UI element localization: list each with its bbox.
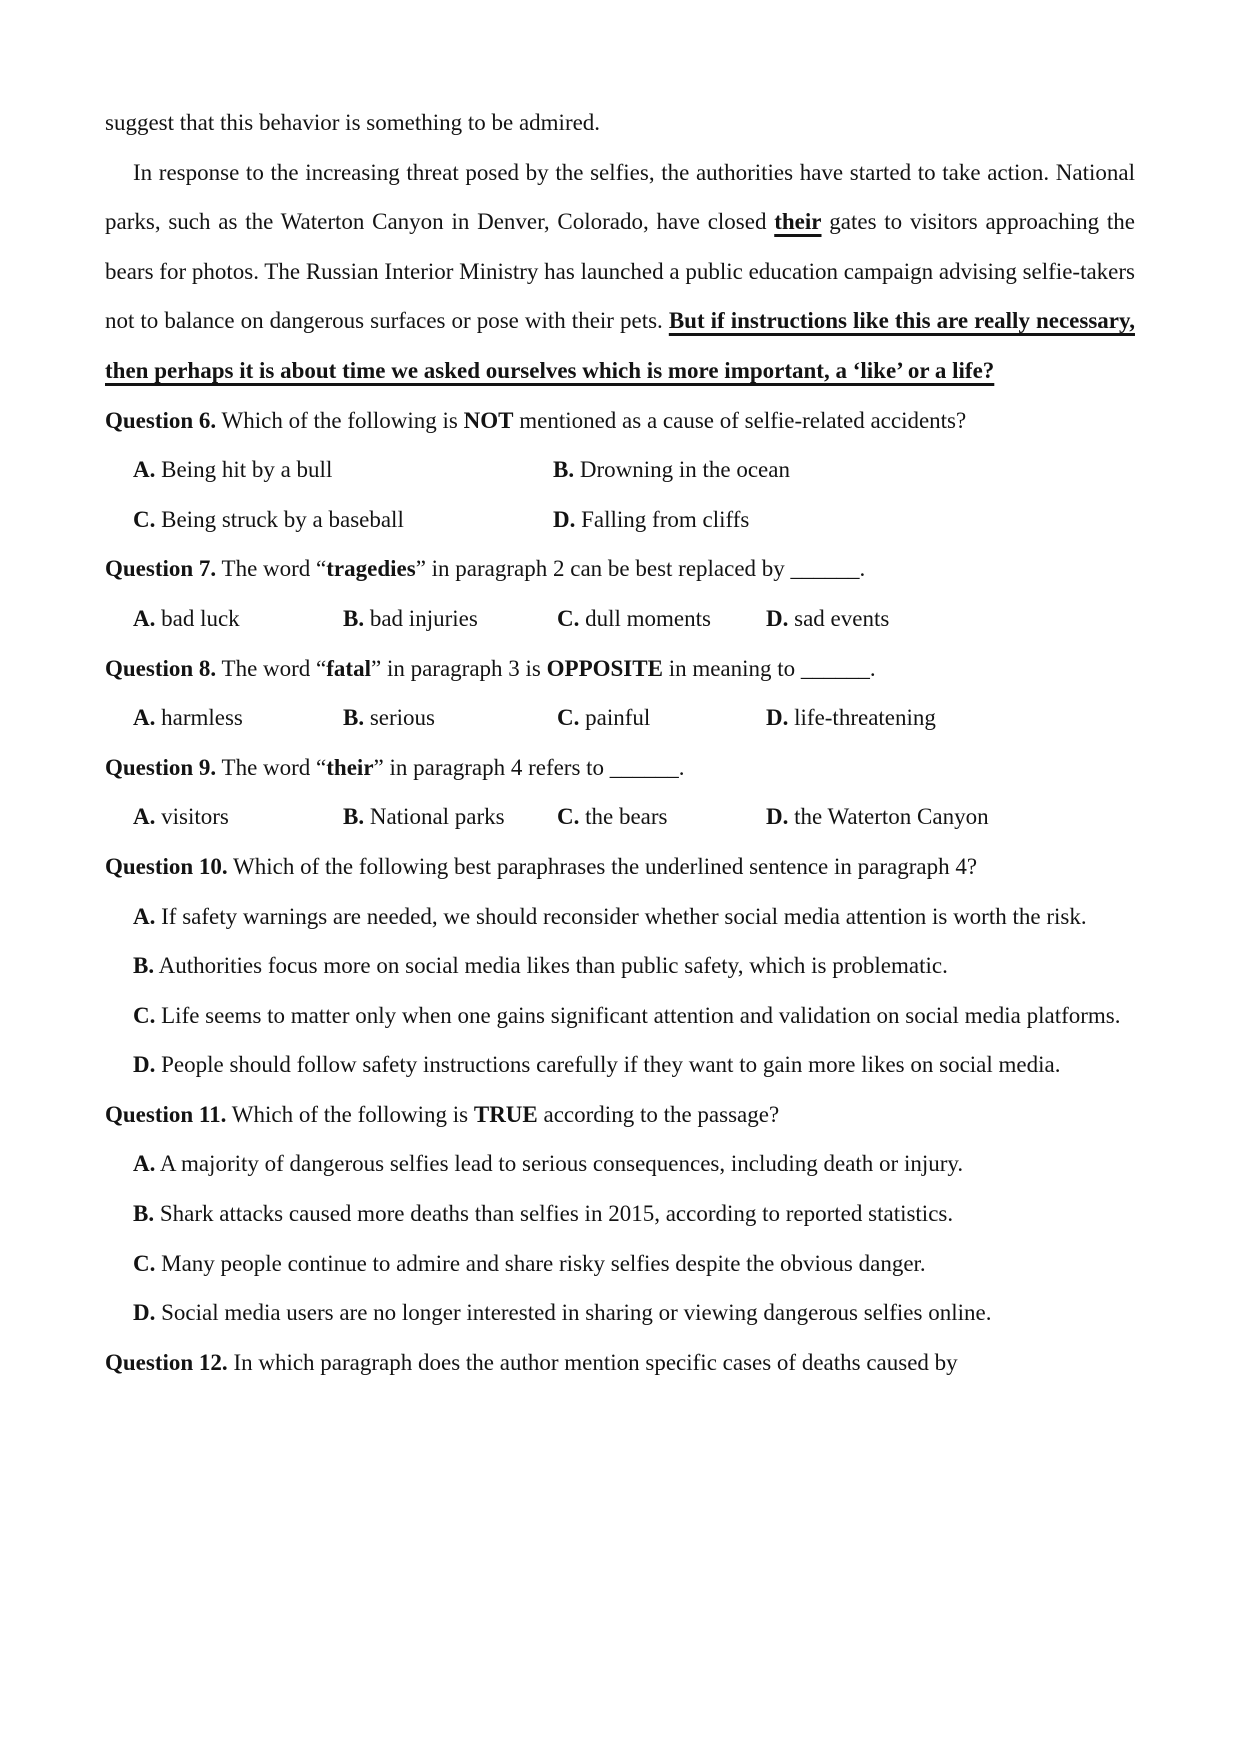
question-6-option-c [133, 495, 553, 545]
question-8-bold-word-2: OPPOSITE [546, 655, 663, 681]
passage-paragraph-1 [105, 98, 1135, 148]
question-11-bold-word: TRUE [473, 1101, 538, 1127]
question-7-bold-word: tragedies [326, 556, 416, 582]
question-8-option-d [766, 693, 1135, 743]
option-key: D. [133, 1300, 156, 1326]
option-text: bad injuries [369, 605, 478, 631]
question-7-option-b [343, 594, 557, 644]
question-8-text-1: The word “ [216, 655, 327, 681]
option-key: D. [133, 1052, 156, 1078]
question-8-option-c [557, 693, 766, 743]
question-8-number: Question 8. [105, 655, 217, 681]
option-key: B. [553, 457, 575, 483]
question-6-option-d [553, 495, 1135, 545]
question-6-text-2: mentioned as a cause of selfie-related accidents? [513, 407, 967, 433]
question-7-number: Question 7. [105, 556, 217, 582]
question-7-text-1: The word “ [216, 556, 327, 582]
option-key: C. [557, 705, 580, 731]
question-10-option-c [105, 991, 1135, 1041]
option-key: C. [133, 506, 156, 532]
question-10 [105, 842, 1135, 892]
question-9-option-c [557, 792, 766, 842]
option-text: Many people continue to admire and share risky selfies despite the obvious danger. [161, 1250, 926, 1276]
passage-paragraph-1-text: suggest that this behavior is something to be admired. [105, 110, 601, 135]
question-6 [105, 396, 1135, 446]
question-6-text-1: Which of the following is [216, 407, 464, 433]
option-key: B. [343, 705, 365, 731]
question-8-bold-word: fatal [326, 655, 371, 681]
option-key: A. [133, 457, 156, 483]
option-key: D. [766, 705, 789, 731]
question-10-option-a [105, 892, 1135, 942]
question-7-options [105, 594, 1135, 644]
option-key: A. [133, 1151, 156, 1177]
option-text: Shark attacks caused more deaths than selfies in 2015, according to reported statistics. [159, 1201, 954, 1227]
question-9-bold-word: their [326, 754, 374, 780]
question-9-option-d [766, 792, 1135, 842]
question-11-text-1: Which of the following is [226, 1101, 474, 1127]
option-text: sad events [794, 605, 890, 631]
option-text: Drowning in the ocean [579, 457, 790, 483]
passage-paragraph-2-text-2: gates to visitors approaching the bears for photos. The Russian Interior Ministry has launched a public education campaign advising selfie-takers not to balance on dangerous surfaces or pose with their pets. [105, 209, 1135, 334]
question-8 [105, 644, 1135, 694]
option-text: Falling from cliffs [581, 506, 750, 532]
question-7-option-c [557, 594, 766, 644]
question-6-option-a [133, 445, 553, 495]
question-12-text-1: In which paragraph does the author mention specific cases of deaths caused by [227, 1349, 958, 1375]
question-11-option-b [105, 1189, 1135, 1239]
option-key: A. [133, 605, 156, 631]
question-8-text-3: in meaning to ______. [662, 655, 876, 681]
option-key: B. [343, 605, 365, 631]
option-key: C. [133, 1002, 156, 1028]
question-9-text-2: ” in paragraph 4 refers to ______. [373, 754, 685, 780]
option-key: C. [133, 1250, 156, 1276]
question-10-text-1: Which of the following best paraphrases the underlined sentence in paragraph 4? [227, 853, 978, 879]
passage-paragraph-2-text-1: In response to the increasing threat posed by the selfies, the authorities have started to take action. National parks, such as the Waterton Canyon in Denver, Colorado, have closed [105, 159, 1135, 235]
option-key: A. [133, 705, 156, 731]
option-text: the bears [585, 804, 668, 830]
option-key: A. [133, 903, 156, 929]
question-12-number: Question 12. [105, 1349, 228, 1375]
question-10-option-d [105, 1040, 1135, 1090]
question-9-number: Question 9. [105, 754, 217, 780]
question-12 [105, 1338, 1135, 1388]
option-text: visitors [161, 804, 229, 830]
option-text: harmless [161, 705, 243, 731]
question-6-options [105, 445, 1135, 544]
option-text: National parks [369, 804, 505, 830]
passage-bold-underlined-word-their: their [774, 209, 822, 235]
option-text: People should follow safety instructions carefully if they want to gain more likes on social media. [161, 1052, 1061, 1078]
question-11-option-d [105, 1288, 1135, 1338]
question-7-option-d [766, 594, 1135, 644]
option-key: B. [343, 804, 365, 830]
question-6-bold-word: NOT [463, 407, 514, 433]
question-11-option-c [105, 1239, 1135, 1289]
option-key: A. [133, 804, 156, 830]
question-8-options [105, 693, 1135, 743]
question-11-number: Question 11. [105, 1101, 227, 1127]
option-text: Life seems to matter only when one gains significant attention and validation on social media platforms. [161, 1002, 1121, 1028]
option-text: serious [369, 705, 436, 731]
question-9-text-1: The word “ [216, 754, 327, 780]
option-key: B. [133, 953, 155, 979]
question-6-option-b [553, 445, 1135, 495]
question-9 [105, 743, 1135, 793]
question-10-option-b [105, 941, 1135, 991]
question-11-text-2: according to the passage? [537, 1101, 780, 1127]
option-text: painful [585, 705, 651, 731]
option-text: the Waterton Canyon [794, 804, 989, 830]
question-9-option-b [343, 792, 557, 842]
question-9-options [105, 792, 1135, 842]
option-key: D. [766, 804, 789, 830]
question-8-text-2: ” in paragraph 3 is [370, 655, 547, 681]
question-7-option-a [133, 594, 343, 644]
option-text: Authorities focus more on social media likes than public safety, which is problematic. [158, 953, 948, 979]
option-text: Being hit by a bull [161, 457, 333, 483]
question-8-option-a [133, 693, 343, 743]
option-key: C. [557, 804, 580, 830]
question-11-option-a [105, 1139, 1135, 1189]
question-7-text-2: ” in paragraph 2 can be best replaced by ______. [415, 556, 866, 582]
question-8-option-b [343, 693, 557, 743]
option-text: A majority of dangerous selfies lead to serious consequences, including death or injury. [159, 1151, 964, 1177]
question-11 [105, 1090, 1135, 1140]
option-text: bad luck [161, 605, 240, 631]
option-text: If safety warnings are needed, we should reconsider whether social media attention is worth the risk. [161, 903, 1087, 929]
option-text: dull moments [585, 605, 711, 631]
question-10-number: Question 10. [105, 853, 228, 879]
option-text: life-threatening [794, 705, 936, 731]
passage-paragraph-2 [105, 148, 1135, 396]
option-key: B. [133, 1201, 155, 1227]
option-key: D. [553, 506, 576, 532]
question-7 [105, 544, 1135, 594]
option-text: Being struck by a baseball [161, 506, 404, 532]
option-key: C. [557, 605, 580, 631]
passage-bold-underlined-sentence: But if instructions like this are really necessary, then perhaps it is about time we asked ourselves which is more important, a ‘like’ or a life? [105, 308, 1135, 383]
question-6-number: Question 6. [105, 407, 217, 433]
question-9-option-a [133, 792, 343, 842]
option-key: D. [766, 605, 789, 631]
option-text: Social media users are no longer interested in sharing or viewing dangerous selfies online. [161, 1300, 992, 1326]
